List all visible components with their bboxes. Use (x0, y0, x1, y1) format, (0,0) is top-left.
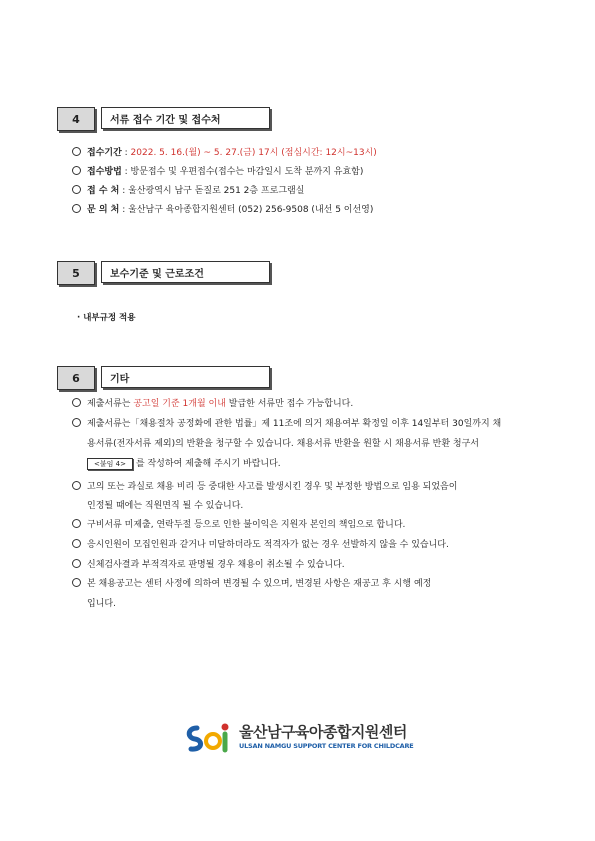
section-title: 서류 접수 기간 및 접수처 (101, 107, 270, 129)
etc-item-2-line-2: 용서류(전자서류 제외)의 반환을 청구할 수 있습니다. 채용서류 반환을 원할 시 채용서류 반환 청구서 (87, 439, 479, 449)
etc-item-4: 구비서류 미제출, 연락두절 등으로 인한 불이익은 지원자 본인의 책임으로 합니다. (72, 519, 405, 531)
etc-item-2: 제출서류는「채용절차 공정화에 관한 법률」제 11조에 의거 채용여부 확정일 이후 14일부터 30일까지 채 (72, 418, 501, 430)
pay-note: · 내부규정 적용 (77, 313, 136, 323)
center-logo (183, 720, 423, 756)
attachment-tag: <붙임 4> (87, 458, 133, 470)
section-number: 6 (57, 366, 95, 390)
circle-bullet-icon (72, 559, 81, 568)
section-title: 기타 (101, 366, 270, 388)
circle-bullet-icon (72, 578, 81, 587)
etc-item-1: 제출서류는 공고일 기준 1개월 이내 발급한 서류만 접수 가능합니다. (72, 398, 353, 410)
etc-item-5: 응시인원이 모집인원과 같거나 미달하더라도 적격자가 없는 경우 선발하지 않을 수 있습니다. (72, 539, 449, 551)
etc-item-2-line-3: <붙임 4> 를 작성하여 제출해 주시기 바랍니다. (87, 458, 281, 470)
circle-bullet-icon (72, 398, 81, 407)
logo-korean-name: 울산남구육아종합지원센터 (239, 723, 407, 741)
etc-item-3: 고의 또는 과실로 채용 비리 등 중대한 사고를 발생시킨 경우 및 부정한 방법으로 임용 되었음이 (72, 481, 457, 493)
etc-item-6: 신체검사결과 부적격자로 판명될 경우 채용이 취소될 수 있습니다. (72, 559, 345, 571)
period-row: 접수기간 : 2022. 5. 16.(월) ~ 5. 27.(금) 17시 (점심시간: 12시~13시) (72, 147, 377, 159)
circle-bullet-icon (72, 185, 81, 194)
contact-row: 문 의 처 : 울산남구 육아종합지원센터 (052) 256-9508 (내선 5 이선영) (72, 204, 373, 216)
circle-bullet-icon (72, 147, 81, 156)
logo-mark-icon (183, 720, 235, 756)
etc-item-3-line-2: 인정될 때에는 직원면직 될 수 있습니다. (87, 501, 244, 511)
etc-item-7-line-2: 입니다. (87, 599, 116, 609)
circle-bullet-icon (72, 519, 81, 528)
section-title: 보수기준 및 근로조건 (101, 261, 270, 283)
circle-bullet-icon (72, 539, 81, 548)
method-row: 접수방법 : 방문접수 및 우편접수(접수는 마감일시 도착 분까지 유효함) (72, 166, 363, 178)
logo-english-name: ULSAN NAMGU SUPPORT CENTER FOR CHILDCARE (239, 742, 414, 750)
etc-item-7: 본 채용공고는 센터 사정에 의하여 변경될 수 있으며, 변경된 사항은 재공고 후 시행 예정 (72, 578, 431, 590)
section-number: 4 (57, 107, 95, 131)
circle-bullet-icon (72, 204, 81, 213)
place-row: 접 수 처 : 울산광역시 남구 돋질로 251 2층 프로그램실 (72, 185, 304, 197)
section-number: 5 (57, 261, 95, 285)
circle-bullet-icon (72, 481, 81, 490)
circle-bullet-icon (72, 166, 81, 175)
circle-bullet-icon (72, 418, 81, 427)
